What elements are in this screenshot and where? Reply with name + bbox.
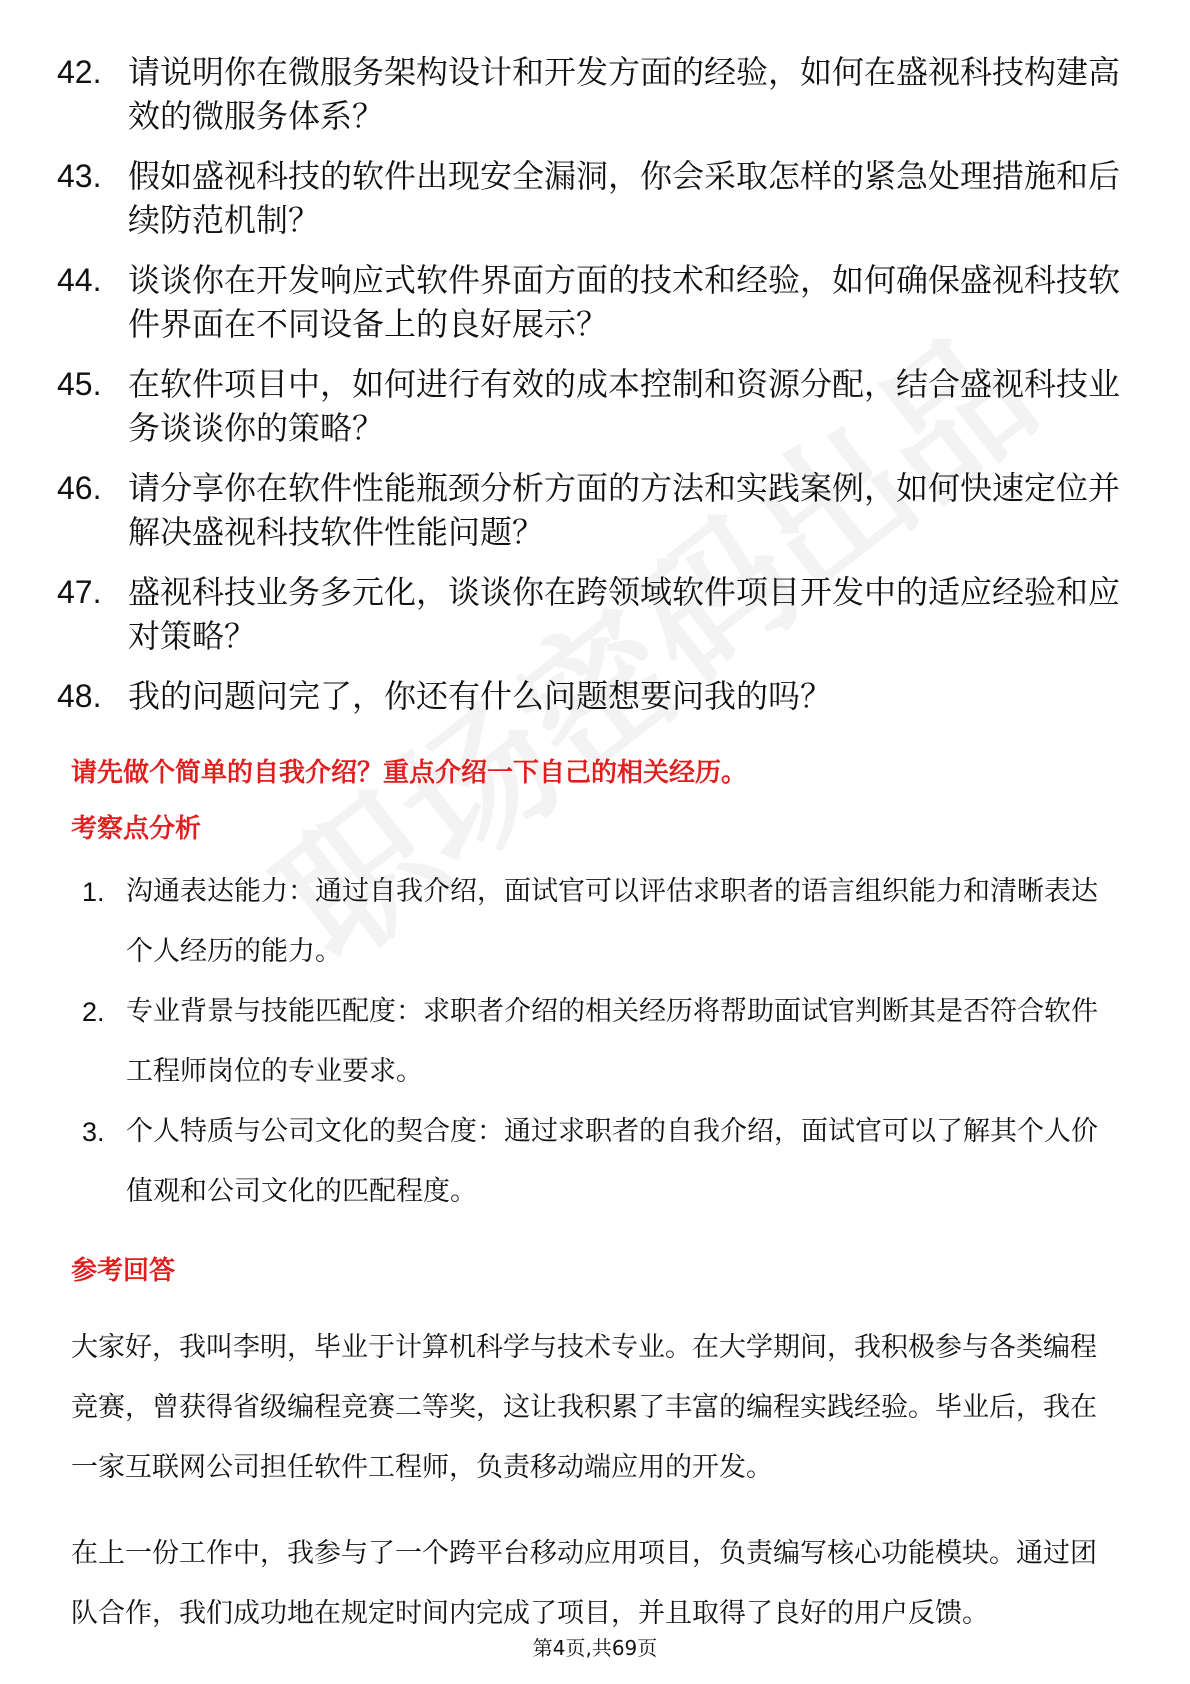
question-item: [57, 258, 1137, 346]
question-text: 请分享你在软件性能瓶颈分析方面的方法和实践案例，如何快速定位并解决盛视科技软件性能问题？: [128, 469, 1121, 551]
question-text: 在软件项目中，如何进行有效的成本控制和资源分配，结合盛视科技业务谈谈你的策略？: [128, 365, 1121, 447]
answer-heading: 参考回答: [71, 1256, 176, 1286]
question-number: 44.: [57, 262, 102, 298]
point-text: 沟通表达能力：通过自我介绍，面试官可以评估求职者的语言组织能力和清晰表达个人经历的能力。: [126, 876, 1098, 967]
question-number: 43.: [57, 158, 102, 194]
point-number: 2.: [82, 997, 105, 1027]
question-item: [57, 674, 1137, 718]
question-text: 请说明你在微服务架构设计和开发方面的经验，如何在盛视科技构建高效的微服务体系？: [128, 53, 1121, 135]
interview-question-heading: 请先做个简单的自我介绍？重点介绍一下自己的相关经历。: [71, 758, 748, 788]
point-number: 3.: [82, 1117, 105, 1147]
question-item: [57, 466, 1137, 554]
question-number: 48.: [57, 678, 102, 714]
question-item: [57, 570, 1137, 658]
question-text: 谈谈你在开发响应式软件界面方面的技术和经验，如何确保盛视科技软件界面在不同设备上的良好展示？: [128, 261, 1121, 343]
analysis-point: [82, 1102, 1122, 1222]
question-item: [57, 154, 1137, 242]
point-text: 个人特质与公司文化的契合度：通过求职者的自我介绍，面试官可以了解其个人价值观和公司文化的匹配程度。: [126, 1116, 1098, 1207]
page-footer: 第4页,共69页: [532, 1636, 658, 1660]
answer-paragraph: 在上一份工作中，我参与了一个跨平台移动应用项目，负责编写核心功能模块。通过团队合作，我们成功地在规定时间内完成了项目，并且取得了良好的用户反馈。: [71, 1538, 1097, 1629]
analysis-heading: 考察点分析: [71, 814, 202, 844]
question-text: 假如盛视科技的软件出现安全漏洞，你会采取怎样的紧急处理措施和后续防范机制？: [128, 157, 1121, 239]
point-text: 专业背景与技能匹配度：求职者介绍的相关经历将帮助面试官判断其是否符合软件工程师岗位的专业要求。: [126, 996, 1098, 1087]
question-text: 我的问题问完了，你还有什么问题想要问我的吗？: [128, 677, 833, 715]
question-item: [57, 50, 1137, 138]
question-list: [57, 50, 1137, 734]
question-number: 46.: [57, 470, 102, 506]
question-number: 42.: [57, 54, 102, 90]
question-number: 45.: [57, 366, 102, 402]
question-item: [57, 362, 1137, 450]
point-number: 1.: [82, 877, 105, 907]
analysis-point: [82, 862, 1122, 982]
question-number: 47.: [57, 574, 102, 610]
analysis-point: [82, 982, 1122, 1102]
question-text: 盛视科技业务多元化，谈谈你在跨领域软件项目开发中的适应经验和应对策略？: [128, 573, 1121, 655]
analysis-points: [82, 862, 1122, 1222]
answer-paragraph: 大家好，我叫李明，毕业于计算机科学与技术专业。在大学期间，我积极参与各类编程竞赛，曾获得省级编程竞赛二等奖，这让我积累了丰富的编程实践经验。毕业后，我在一家互联网公司担任软件工程师，负责移动端应用的开发。: [71, 1332, 1097, 1483]
